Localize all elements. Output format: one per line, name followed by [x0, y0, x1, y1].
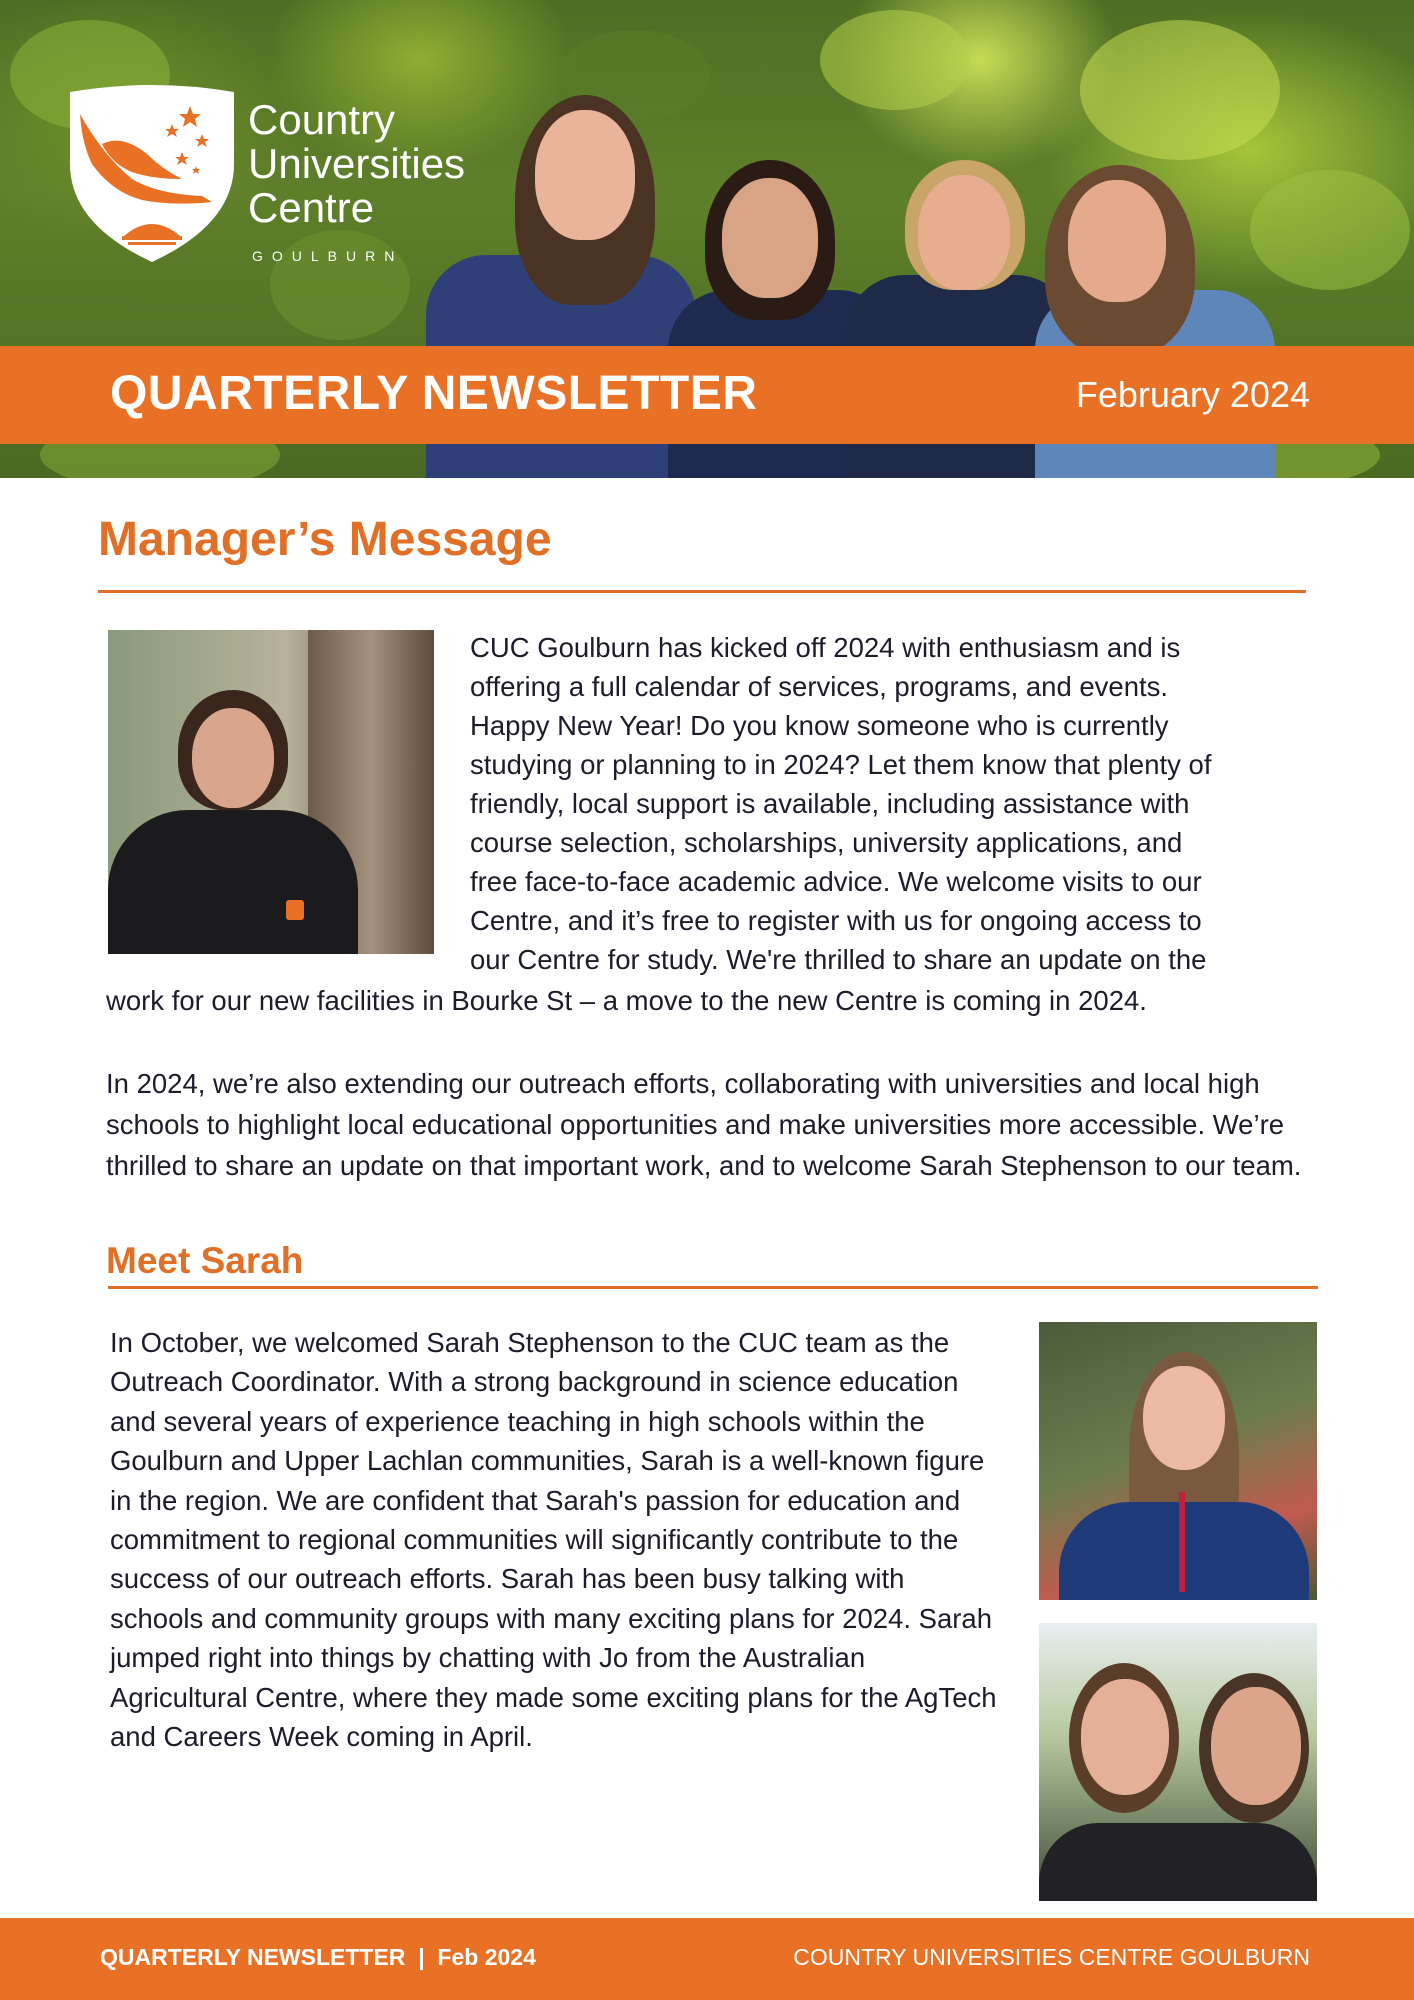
- manager-paragraph-line: offering a full calendar of services, programs, and events.: [470, 671, 1169, 702]
- manager-paragraph-line: work for our new facilities in Bourke St – a move to the new Centre is coming in 2024.: [106, 985, 1147, 1016]
- footer-newsletter-label: QUARTERLY NEWSLETTER | Feb 2024: [100, 1944, 536, 1970]
- logo-line-1: Country: [248, 96, 396, 143]
- sarah-paragraph: In October, we welcomed Sarah Stephenson to the CUC team as the Outreach Coordinator. With a strong background in science education and several years of experience teaching in high schools within the Goulburn and Upper Lachlan communities, Sarah is a well-known figure in the region. We are confident that Sarah's passion for education and commitment to regional communities will significantly contribute to the success of our outreach efforts. Sarah has been busy talking with schools and community groups with many exciting plans for 2024. Sarah jumped right into things by chatting with Jo from the Australian Agricultural Centre, where they made some exciting plans for the AgTech and Careers Week coming in April.: [110, 1327, 997, 1753]
- issue-date: February 2024: [1075, 374, 1310, 415]
- manager-paragraph-line: course selection, scholarships, university applications, and: [470, 827, 1183, 858]
- logo-wordmark: [248, 98, 465, 230]
- sarah-selfie-photo: [1039, 1623, 1317, 1901]
- title-banner: [0, 346, 1414, 444]
- newsletter-title: QUARTERLY NEWSLETTER: [110, 367, 758, 420]
- sarah-divider: [108, 1286, 1318, 1289]
- manager-paragraph-line: our Centre for study. We're thrilled to share an update on the: [470, 944, 1207, 975]
- manager-divider: [98, 590, 1306, 593]
- foliage: [820, 10, 970, 110]
- manager-paragraph-line: friendly, local support is available, including assistance with: [470, 788, 1190, 819]
- manager-paragraph-line: free face-to-face academic advice. We welcome visits to our: [470, 866, 1202, 897]
- manager-paragraph-line: studying or planning to in 2024? Let them know that plenty of: [470, 749, 1212, 780]
- sarah-portrait-photo: [1039, 1322, 1317, 1600]
- manager-paragraph-line: CUC Goulburn has kicked off 2024 with enthusiasm and is: [470, 632, 1181, 663]
- sarah-heading: Meet Sarah: [106, 1240, 304, 1281]
- foliage: [1080, 20, 1280, 160]
- manager-paragraph-line: Happy New Year! Do you know someone who is currently: [470, 710, 1169, 741]
- manager-paragraph-2: In 2024, we’re also extending our outreach efforts, collaborating with universities and local high schools to highlight local educational opportunities and make universities more accessible. We’re thrilled to share an update on that important work, and to welcome Sarah Stephenson to our team.: [106, 1068, 1302, 1181]
- footer-bar: [0, 1918, 1414, 2000]
- logo-line-2: Universities: [248, 140, 466, 187]
- cuc-logo: [62, 84, 512, 274]
- logo-line-3: Centre: [248, 184, 375, 231]
- manager-heading: Manager’s Message: [98, 513, 552, 566]
- footer-organisation-label: COUNTRY UNIVERSITIES CENTRE GOULBURN: [793, 1944, 1310, 1970]
- manager-photo: [108, 630, 434, 954]
- eagle-shield-icon: [62, 84, 242, 264]
- hero-photo: [0, 0, 1414, 478]
- foliage: [1250, 170, 1410, 290]
- logo-subtitle: GOULBURN: [252, 248, 404, 264]
- manager-paragraph-line: Centre, and it’s free to register with us for ongoing access to: [470, 905, 1202, 936]
